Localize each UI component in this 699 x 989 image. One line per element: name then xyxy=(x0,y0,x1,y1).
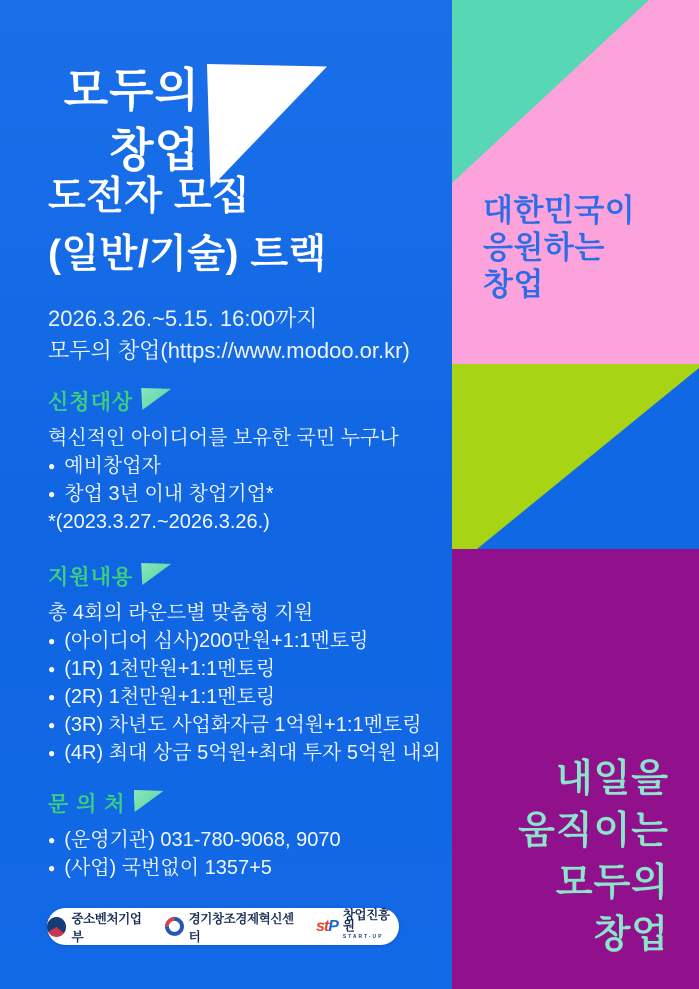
support-item: ● (아이디어 심사)200만원+1:1멘토링 xyxy=(48,627,441,655)
apply-intro: 혁신적인 아이디어를 보유한 국민 누구나 xyxy=(48,427,399,449)
slogan-bottom-line3: 모두의 xyxy=(555,862,669,904)
slogan-bottom-line1: 내일을 xyxy=(555,758,669,800)
support-intro: 총 4회의 라운드별 맞춤형 지원 xyxy=(48,602,314,624)
title-line2: (일반/기술) 트랙 xyxy=(48,233,327,276)
blue-triangle-shape xyxy=(477,368,699,549)
org-gyeonggi-label: 경기창조경제혁신센터 xyxy=(188,911,294,944)
contact-heading-label: 문 의 처 xyxy=(48,793,126,816)
title-line1: 도전자 모집 xyxy=(48,175,251,218)
section-contact xyxy=(48,788,341,882)
kised-stp-logo-icon xyxy=(316,918,338,936)
apply-target-heading xyxy=(48,386,399,416)
logo-line1: 모두의 xyxy=(63,64,200,116)
application-period xyxy=(48,303,410,367)
stp-st: st xyxy=(315,917,329,935)
teal-triangle-shape xyxy=(452,0,649,183)
kised-wordmark xyxy=(343,910,399,943)
lime-panel xyxy=(452,364,699,549)
slogan-top xyxy=(483,192,635,303)
support-heading-label: 지원내용 xyxy=(48,566,134,589)
section-support xyxy=(48,561,441,767)
logo-text xyxy=(48,60,200,180)
contact-item: ● (사업) 국번없이 1357+5 xyxy=(48,854,341,882)
apply-item: ● 창업 3년 이내 창업기업* xyxy=(48,480,399,508)
support-body xyxy=(48,599,441,767)
apply-target-heading-label: 신청대상 xyxy=(48,391,134,414)
apply-target-body xyxy=(48,424,399,536)
slogan-bottom-line4: 창업 xyxy=(593,914,669,956)
pink-panel xyxy=(452,0,699,364)
contact-heading xyxy=(48,788,341,818)
logo-line2: 창업 xyxy=(109,124,200,176)
org-smes-label: 중소벤처기업부 xyxy=(71,911,142,944)
slogan-bottom xyxy=(518,753,669,961)
org-kised-subtext: START-UP xyxy=(342,934,384,940)
ministry-smes-emblem-icon xyxy=(47,917,66,937)
org-smes xyxy=(47,909,151,945)
support-item: ● (3R) 차년도 사업화자금 1억원+1:1멘토링 xyxy=(48,711,441,739)
apply-note: *(2023.3.27.~2026.3.26.) xyxy=(48,511,270,533)
heading-triangle-icon xyxy=(141,563,171,585)
support-heading xyxy=(48,561,441,591)
slogan-top-line1: 대한민국이 xyxy=(483,193,636,228)
poster-title xyxy=(48,168,327,284)
apply-item: ● 예비창업자 xyxy=(48,452,399,480)
heading-triangle-icon xyxy=(134,790,164,812)
contact-body xyxy=(48,826,341,882)
section-apply-target xyxy=(48,386,399,536)
org-kised xyxy=(316,910,399,943)
slogan-top-line2: 응원하는 xyxy=(483,230,605,265)
org-gyeonggi-ccei xyxy=(165,909,302,945)
support-item: ● (2R) 1천만원+1:1멘토링 xyxy=(48,683,441,711)
stp-p: P xyxy=(328,917,338,935)
footer-organizations xyxy=(47,908,399,945)
slogan-bottom-line2: 움직이는 xyxy=(518,810,669,852)
support-item: ● (4R) 최대 상금 5억원+최대 투자 5억원 내외 xyxy=(48,739,441,767)
period-line1: 2026.3.26.~5.15. 16:00까지 xyxy=(48,306,318,331)
contact-item: ● (운영기관) 031-780-9068, 9070 xyxy=(48,826,341,854)
period-line2: 모두의 창업(https://www.modoo.or.kr) xyxy=(48,338,410,363)
heading-triangle-icon xyxy=(141,388,171,410)
org-kised-label: 창업진흥원 xyxy=(342,908,390,933)
slogan-top-line3: 창업 xyxy=(483,267,544,302)
right-column xyxy=(452,0,699,989)
gyeonggi-ccei-ring-icon xyxy=(161,913,188,940)
support-item: ● (1R) 1천만원+1:1멘토링 xyxy=(48,655,441,683)
purple-panel xyxy=(452,549,699,989)
